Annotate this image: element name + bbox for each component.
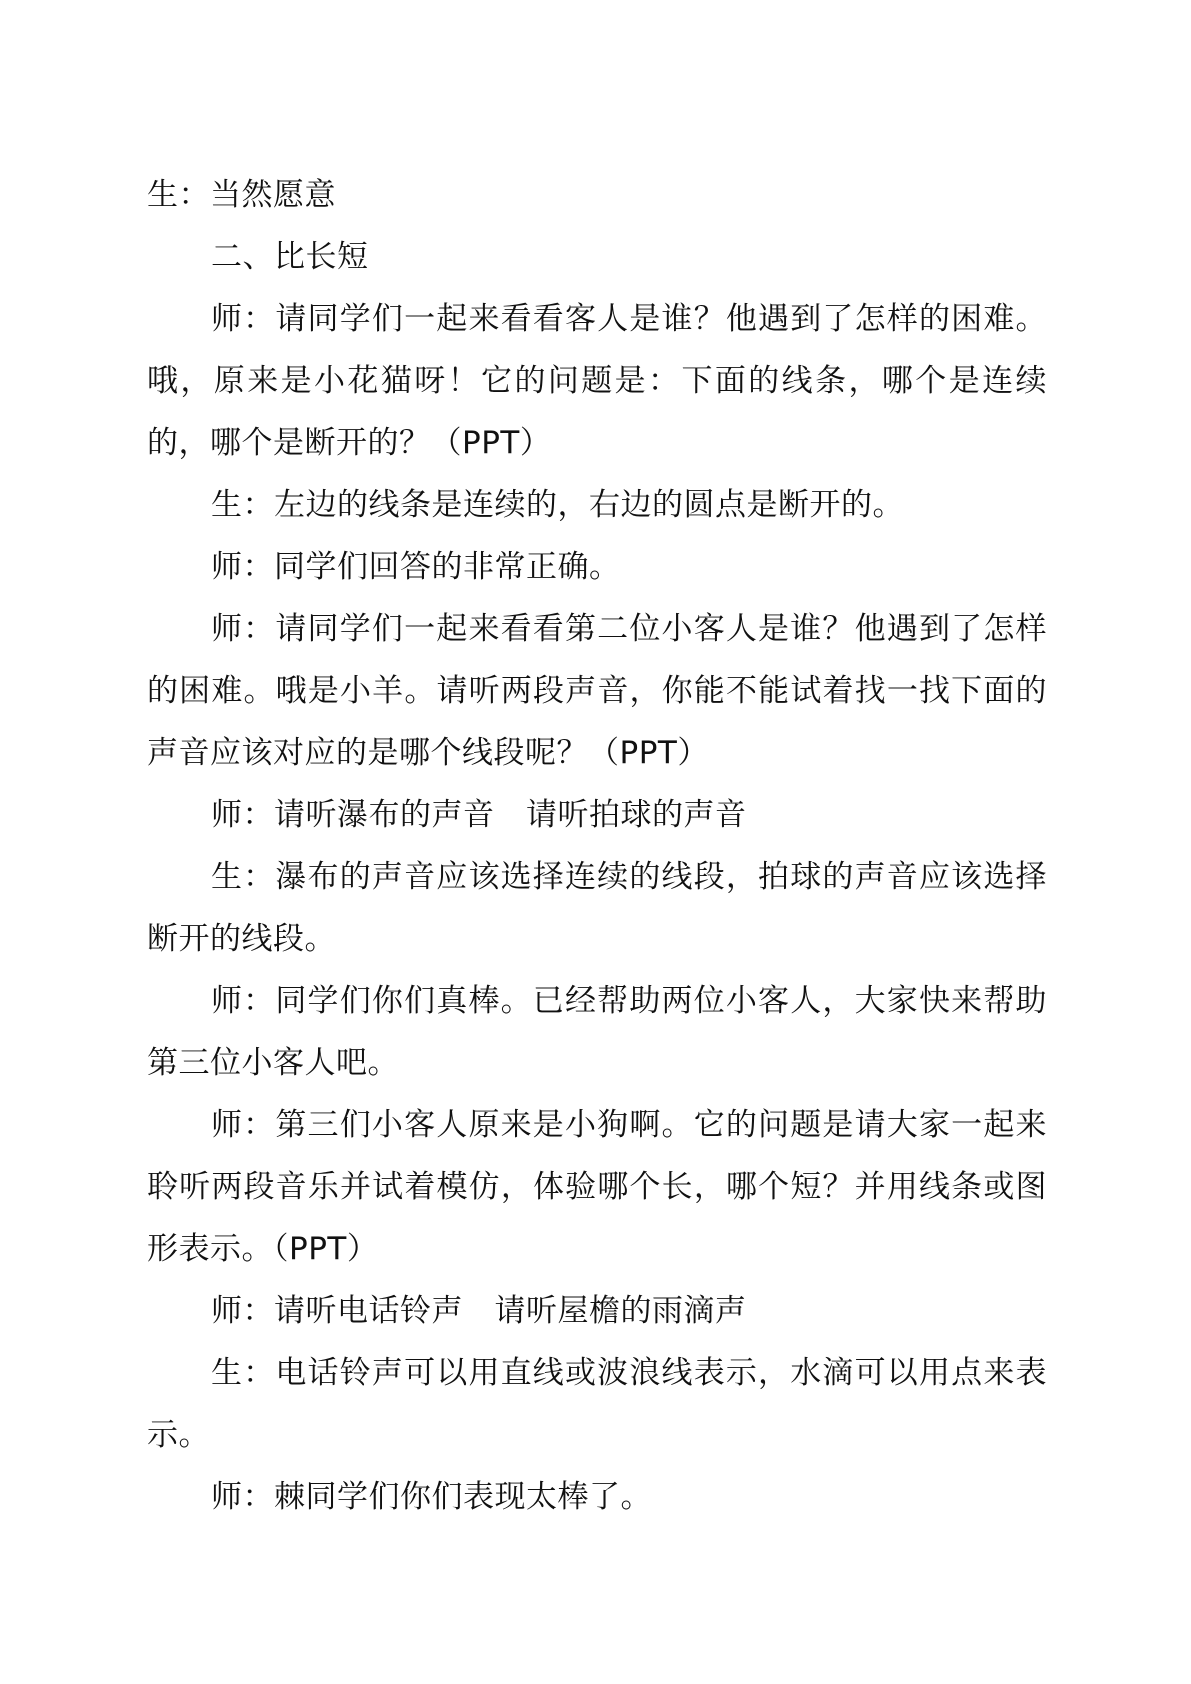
paragraph-teacher-6: 师：第三们小客人原来是小狗啊。它的问题是请大家一起来聆听两段音乐并试着模仿，体验哪个长，哪个短？并用线条或图形表示。（PPT） — [147, 1107, 1047, 1267]
paragraph-student-answer-1: 生：当然愿意 — [147, 177, 336, 213]
paragraph-student-2: 生：左边的线条是连续的，右边的圆点是断开的。 — [211, 487, 904, 523]
paragraph-teacher-7: 师：请听电话铃声 请听屋檐的雨滴声 — [211, 1293, 747, 1329]
document-body — [147, 164, 1047, 1528]
paragraph-teacher-5: 师：同学们你们真棒。已经帮助两位小客人，大家快来帮助第三位小客人吧。 — [147, 983, 1047, 1081]
paragraph-teacher-4: 师：请听瀑布的声音 请听拍球的声音 — [211, 797, 747, 833]
paragraph-teacher-8: 师：棘同学们你们表现太棒了。 — [211, 1479, 652, 1515]
section-heading-compare-length: 二、比长短 — [211, 239, 369, 275]
paragraph-teacher-1: 师：请同学们一起来看看客人是谁？他遇到了怎样的困难。哦，原来是小花猫呀！它的问题是：下面的线条，哪个是连续的，哪个是断开的？（PPT） — [147, 301, 1047, 461]
paragraph-student-3: 生：瀑布的声音应该选择连续的线段，拍球的声音应该选择断开的线段。 — [147, 859, 1047, 957]
paragraph-teacher-2: 师：同学们回答的非常正确。 — [211, 549, 621, 585]
paragraph-teacher-3: 师：请同学们一起来看看第二位小客人是谁？他遇到了怎样的困难。哦是小羊。请听两段声音，你能不能试着找一找下面的声音应该对应的是哪个线段呢？（PPT） — [147, 611, 1047, 771]
paragraph-student-4: 生：电话铃声可以用直线或波浪线表示，水滴可以用点来表示。 — [147, 1355, 1047, 1453]
